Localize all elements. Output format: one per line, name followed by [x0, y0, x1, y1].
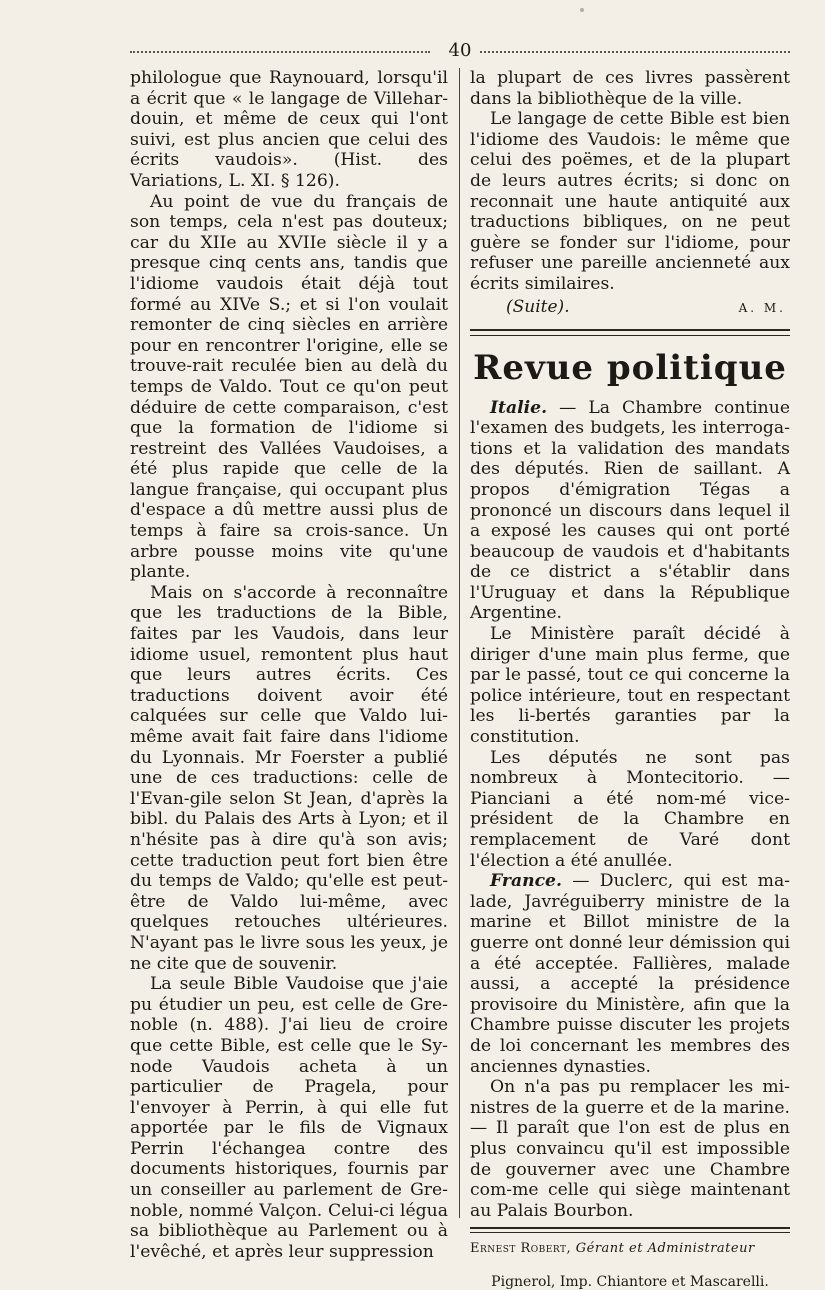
ink-speck [580, 8, 584, 12]
manager-name: Ernest Robert, [470, 1241, 572, 1257]
article-paragraph: la plupart de ces livres passèrent dans la bibliothèque de la ville. [470, 68, 790, 109]
section-title: Revue politique [473, 347, 787, 388]
section-divider [470, 329, 790, 336]
news-paragraph [470, 871, 790, 1077]
left-column [130, 68, 448, 1262]
article-paragraph: Au point de vue du français de son temps, cela n'est pas douteux; car du XIIe au XVIIe siècle il y a presque cinq cents ans, tandis que l'idiome vaudois était déjà tout formé au XIVe S.; et si l'on voulait remonter de cinq siècles en arrière pour en rencontrer l'origine, elle se trouve-rait reculée bien au delà du temps de Valdo. Tout ce qu'on peut déduire de cette comparaison, c'est que la formation de l'idiome si restreint des Vallées Vaudoises, a été plus rapide que celle de la langue française, qui occupant plus d'espace a dû mettre aussi plus de temps à faire sa crois-sance. Un arbre pousse moins vite qu'une plante. [130, 191, 448, 583]
article-paragraph: Mais on s'accorde à reconnaître que les traductions de la Bible, faites par les Vaudois, dans leur idiome usuel, remontent plus haut que leurs autres écrits. Ces traductions doivent avoir été calquées sur celle que Valdo lui-même avait fait faire dans l'idiome du Lyonnais. Mr Foerster a publié une de ces traductions: celle de l'Evan-gile selon St Jean, d'après la bibl. du Palais des Arts à Lyon; et il n'hésite pas à dire qu'à son avis; cette traduction peut fort bien être du temps de Valdo; qu'elle est peut-être de Valdo lui-même, avec quelques retouches ultérieures. N'ayant pas le livre sous les yeux, je ne cite que de souvenir. [130, 582, 448, 974]
article-paragraph: philologue que Raynouard, lorsqu'il a écrit que « le langage de Villehar-douin, et même de ceux qui l'ont suivi, est plus ancien que celui des écrits vaudois». (Hist. des Variations, L. XI. § 126). [130, 68, 448, 191]
author-initials: A. M. [738, 300, 786, 315]
news-text: Le Ministère paraît décidé à diriger d'une main plus ferme, que par le passé, tout ce qui concerne la police intérieure, tout en respectant les li-bertés garanties par la constitution. [470, 624, 790, 748]
news-text: Les députés ne sont pas nombreux à Montecitorio. — Pianciani a été nom-mé vice-président de la Chambre en remplacement de Varé dont l'élection a été anullée. [470, 747, 790, 871]
article-paragraph: Le langage de cette Bible est bien l'idiome des Vaudois: le même que celui des poëmes, et de la plupart de leurs autres écrits; si donc on reconnait une haute antiquité aux traductions bibliques, on ne peut guère se fonder sur l'idiome, pour refuser une pareille ancienneté aux écrits similaires. [470, 109, 790, 294]
country-heading: France. [490, 871, 562, 892]
news-text: — La Chambre continue l'examen des budgets, les interroga-tions et la validation des mandats des députés. Rien de saillant. A propos d'émigration Tégas a prononcé un discours dans lequel il a exposé les causes qui ont porté beaucoup de vaudois et d'habitants de ce district a s'établir dans l'Uruguay et dans la République Argentine. [470, 397, 790, 624]
header-rule-left [130, 51, 430, 53]
country-heading: Italie. [490, 397, 548, 418]
manager-role: Gérant et Administrateur [575, 1241, 755, 1257]
news-paragraph [470, 624, 790, 748]
suite-label: (Suite). [506, 296, 570, 317]
right-column [470, 68, 790, 1290]
news-paragraph [470, 748, 790, 872]
news-paragraph [470, 398, 790, 625]
imprint-line [470, 1241, 790, 1256]
news-paragraph [470, 1077, 790, 1221]
printer-line: Pignerol, Imp. Chiantore et Mascarelli. [491, 1274, 769, 1290]
page-number: 40 [448, 40, 472, 61]
news-text: — Duclerc, qui est ma-lade, Javréguiberry ministre de la marine et Billot ministre de la guerre ont donné leur démission qui a été acceptée. Fallières, malade aussi, a accepté la présidence provisoire du Ministère, afin que la Chambre puisse discuter les projets de loi concernant les membres des anciennes dynasties. [470, 871, 790, 1077]
news-text: On n'a pas pu remplacer les mi-nistres de la guerre et de la marine. — Il paraît que l'on est de plus en plus convaincu qu'il est impossible de gouverner avec une Chambre com-me celle qui siège maintenant au Palais Bourbon. [470, 1077, 790, 1221]
footer-divider [470, 1227, 790, 1233]
article-signoff [470, 297, 790, 317]
page-header [130, 40, 790, 62]
article-paragraph: La seule Bible Vaudoise que j'aie pu étudier un peu, est celle de Gre-noble (n. 488). J'ai lieu de croire que cette Bible, est celle que le Sy-node Vaudois acheta à un particulier de Pragela, pour l'envoyer à Perrin, à qui elle fut apportée par le fils de Vignaux Perrin l'échangea contre des documents historiques, fournis par un conseiller au parlement de Gre-noble, nommé Valçon. Celui-ci légua sa bibliothèque au Parlement ou à l'evêché, et après leur suppression [130, 974, 448, 1262]
column-divider [459, 68, 460, 1218]
header-rule-right [480, 51, 790, 53]
